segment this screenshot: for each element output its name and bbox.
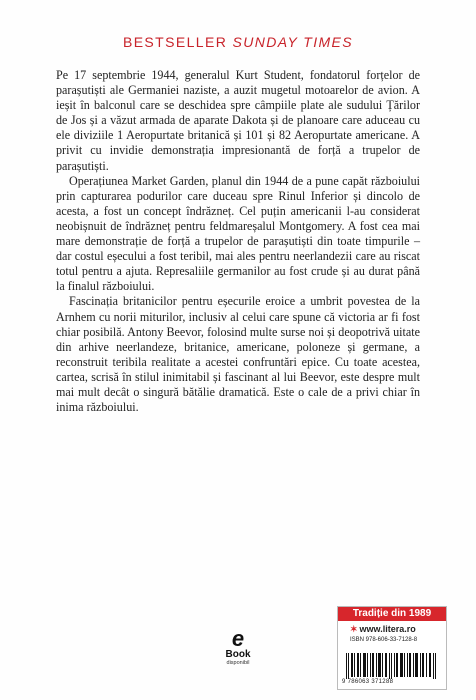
blurb-paragraph-2: Operațiunea Market Garden, planul din 1944 de a pune capăt războiului prin capturarea podurilor care duceau spre Rinul Inferior și dincolo de acesta, a fost un concept îndrăzneț. Cel puțin americanii l-au considerat neobișnuit de îndrăzneț pentru feldmareșalul Montgomery. A fost cea mai mare demonstrație de forță a trupelor de parașutiști din toate timpurile – dar costul eșecului a fost teribil, mai ales pentru neerlandezii care au riscat totul pentru a ajuta. Represaliile germanilor au fost crude și au durat până la finalul războiului.	[56, 173, 420, 294]
barcode-icon	[344, 653, 440, 679]
publisher-tagline: Tradiție din 1989	[338, 607, 446, 621]
publisher-website-text: www.litera.ro	[359, 624, 416, 634]
litera-logo-icon: ✶	[350, 624, 358, 634]
blurb-paragraph-1: Pe 17 septembrie 1944, generalul Kurt Student, fondatorul forțelor de parașutiști ale Germaniei naziste, a auzit mugetul motoarelor de avion. A ieșit în balconul care se deschidea spre câmpiile plate ale sudului Țărilor de Jos și a văzut armada de aparate Dakota și de planoare care aduceau cu ele diviziile 1 Aeropurtate britanică și 101 și 82 Aeropurtate americane. A privit cu invidie demonstrația impresionantă de forță a trupelor de parașutiști.	[56, 68, 420, 173]
ebook-logo	[213, 628, 263, 666]
ebook-e-icon: e	[231, 626, 245, 651]
ebook-availability: disponibil	[226, 660, 250, 666]
blurb-text	[56, 68, 420, 415]
bestseller-headline	[0, 34, 476, 50]
publisher-box	[337, 606, 447, 690]
ebook-word: Book	[225, 649, 251, 660]
isbn-label: ISBN 978-606-33-7128-8	[350, 637, 418, 643]
publisher-website	[338, 621, 446, 635]
headline-source: SUNDAY TIMES	[232, 34, 354, 50]
headline-prefix: BESTSELLER	[122, 34, 228, 50]
blurb-paragraph-3: Fascinația britanicilor pentru eșecurile eroice a umbrit povestea de la Arnhem cu norii miturilor, inclusiv al celui care spune că victoria ar fi fost chiar posibilă. Antony Beevor, folosind multe surse noi și deopotrivă uitate din arhive neerlandeze, britanice, americane, poloneze și germane, a reconstruit teribila realitate a acestei confruntări epice. Cu toate acestea, cartea, scrisă în stilul inimitabil și fascinant al lui Beevor, este despre mult mai mult decât o singură bătălie dramatică. Este o cale de a privi chiar în inima războiului.	[56, 294, 420, 415]
barcode-digits: 9 786063 371288	[342, 679, 394, 685]
